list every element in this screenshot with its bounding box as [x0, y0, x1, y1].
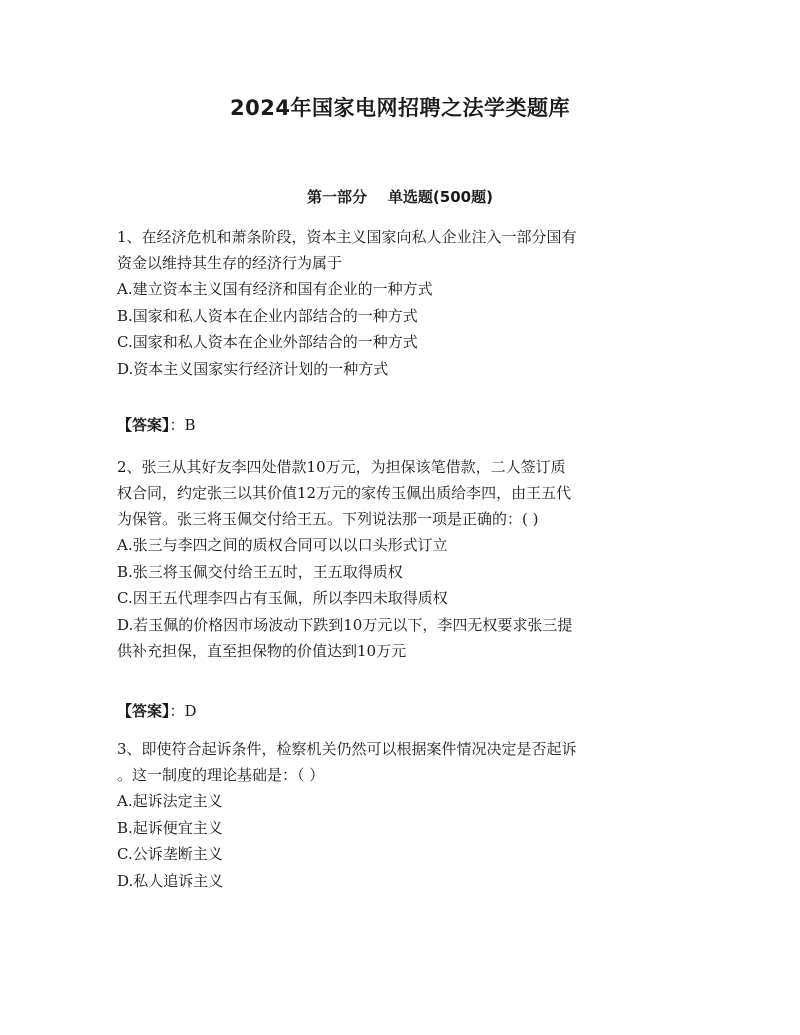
- question-3: [117, 736, 687, 894]
- option-d: [117, 612, 687, 665]
- option-c: C.公诉垄断主义: [117, 845, 223, 863]
- option-b: B.张三将玉佩交付给王五时，王五取得质权: [117, 562, 403, 581]
- question-stem: [117, 224, 687, 276]
- option-c: C.因王五代理李四占有玉佩，所以李四未取得质权: [117, 589, 448, 607]
- option-a: A.建立资本主义国有经济和国有企业的一种方式: [117, 280, 433, 298]
- stem-line: 1、在经济危机和萧条阶段，资本主义国家向私人企业注入一部分国有: [117, 228, 577, 246]
- document-title: 2024年国家电网招聘之法学类题库: [230, 96, 570, 120]
- question-1: [117, 224, 687, 382]
- option-a: A.起诉法定主义: [117, 792, 223, 810]
- option-a: A.张三与李四之间的质权合同可以以口头形式订立: [117, 536, 448, 554]
- answer-2: [117, 700, 197, 721]
- question-2: [117, 454, 687, 665]
- option-d: D.资本主义国家实行经济计划的一种方式: [117, 359, 389, 378]
- option-line: D.若玉佩的价格因市场波动下跌到10万元以下，李四无权要求张三提: [117, 615, 573, 634]
- option-b: B.起诉便宜主义: [117, 818, 223, 837]
- stem-line: 3、即使符合起诉条件，检察机关仍然可以根据案件情况决定是否起诉: [117, 740, 577, 758]
- stem-line: 2、张三从其好友李四处借款10万元，为担保该笔借款，二人签订质: [117, 458, 566, 476]
- answer-label: 【答案】: [117, 702, 170, 720]
- option-b: B.国家和私人资本在企业内部结合的一种方式: [117, 306, 418, 325]
- option-c: C.国家和私人资本在企业外部结合的一种方式: [117, 333, 418, 351]
- answer-label: 【答案】: [117, 416, 170, 434]
- option-d: D.私人追诉主义: [117, 871, 224, 890]
- stem-line: 。这一制度的理论基础是：（ ）: [117, 766, 325, 784]
- stem-line: 权合同，约定张三以其价值12万元的家传玉佩出质给李四，由王五代: [117, 484, 572, 502]
- option-line: 供补充担保，直至担保物的价值达到10万元: [117, 642, 407, 660]
- answer-1: [117, 414, 196, 435]
- stem-line: 为保管。张三将玉佩交付给王五。下列说法那一项是正确的：( ): [117, 510, 539, 528]
- stem-line: 资金以维持其生存的经济行为属于: [117, 254, 343, 272]
- question-stem: [117, 736, 687, 788]
- question-stem: [117, 454, 687, 532]
- section-title: 第一部分 单选题(500题): [307, 188, 493, 206]
- answer-value: ：D: [169, 702, 197, 720]
- answer-value: ：B: [169, 416, 196, 434]
